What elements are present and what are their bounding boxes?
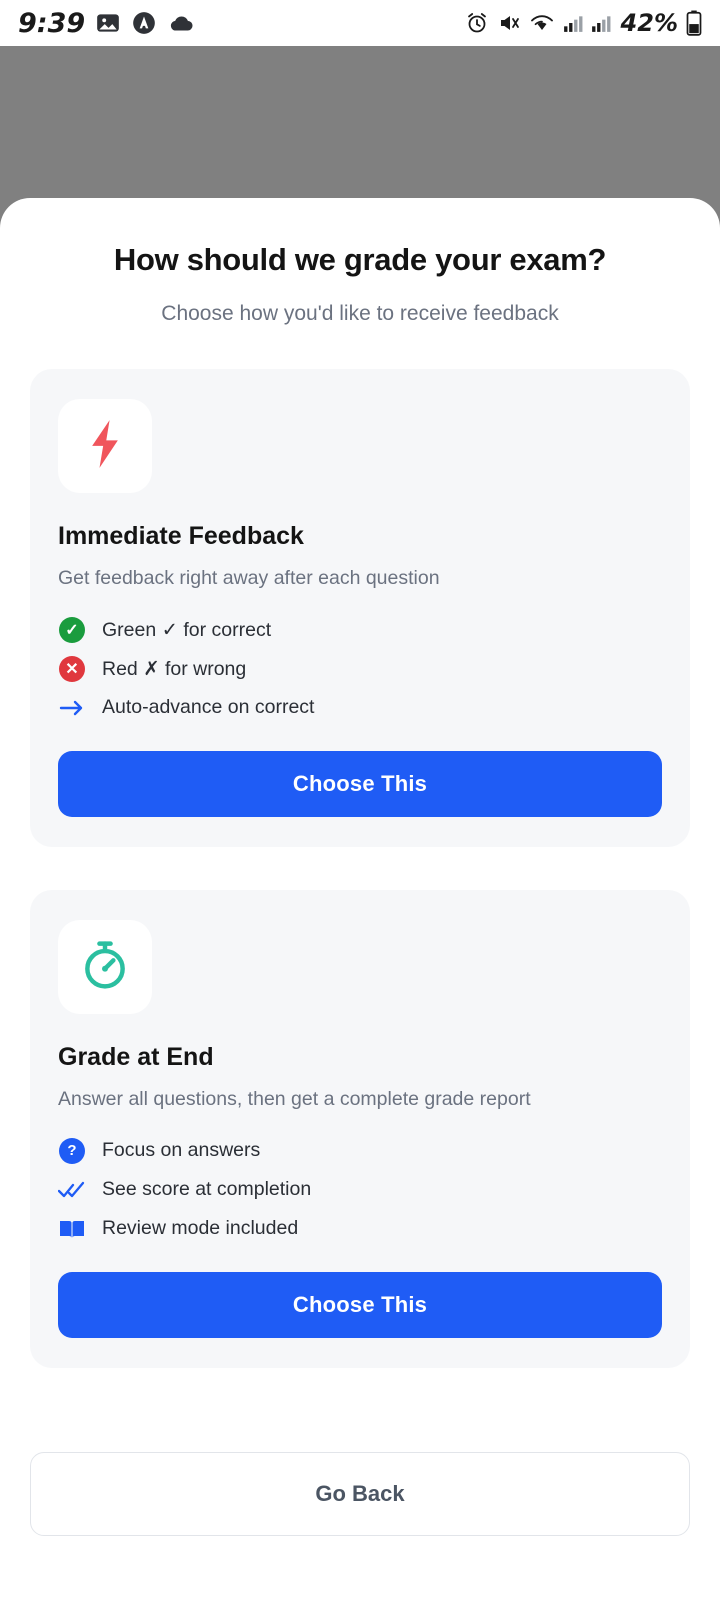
option-card-immediate-feedback[interactable] xyxy=(30,369,690,847)
feature-row xyxy=(58,1131,662,1170)
feature-label: Auto-advance on correct xyxy=(102,696,315,718)
status-bar-right xyxy=(465,9,702,37)
option-feature-list xyxy=(58,1131,662,1248)
feature-row xyxy=(58,1170,662,1209)
lightning-bolt-icon xyxy=(83,418,127,475)
feature-row xyxy=(58,1209,662,1248)
photos-icon xyxy=(95,10,121,36)
option-icon-wrapper xyxy=(58,920,152,1014)
option-icon-wrapper xyxy=(58,399,152,493)
x-circle-icon: ✕ xyxy=(58,655,86,683)
a-circle-icon xyxy=(131,10,157,36)
option-feature-list xyxy=(58,610,662,727)
feature-row xyxy=(58,610,662,649)
check-circle-icon: ✓ xyxy=(58,616,86,644)
choose-grade-at-end-button[interactable]: Choose This xyxy=(58,1272,662,1338)
feature-label: See score at completion xyxy=(102,1178,312,1200)
go-back-button[interactable]: Go Back xyxy=(30,1452,690,1536)
page-title: How should we grade your exam? xyxy=(113,242,607,277)
feature-row xyxy=(58,688,662,727)
mute-icon xyxy=(497,11,521,35)
battery-icon xyxy=(686,10,702,36)
grading-mode-sheet xyxy=(0,198,720,1600)
page-subtitle: Choose how you'd like to receive feedback xyxy=(161,302,559,325)
cloud-icon xyxy=(167,10,195,36)
choose-immediate-feedback-button[interactable]: Choose This xyxy=(58,751,662,817)
open-book-icon xyxy=(58,1215,86,1243)
status-bar-clock: 9:39 xyxy=(18,7,86,39)
option-description: Answer all questions, then get a complete grade report xyxy=(58,1088,531,1110)
signal-two-icon xyxy=(591,13,611,33)
arrow-right-icon xyxy=(58,694,86,722)
stopwatch-icon xyxy=(80,939,130,996)
feature-label: Red ✗ for wrong xyxy=(102,657,247,680)
option-card-grade-at-end[interactable] xyxy=(30,890,690,1368)
feature-row xyxy=(58,649,662,688)
option-description: Get feedback right away after each question xyxy=(58,567,440,589)
feature-label: Focus on answers xyxy=(102,1139,261,1161)
double-check-icon xyxy=(58,1176,86,1204)
question-circle-icon: ? xyxy=(58,1137,86,1165)
status-bar-left xyxy=(18,8,195,39)
feature-label: Review mode included xyxy=(102,1217,299,1239)
status-bar xyxy=(0,0,720,46)
option-title: Grade at End xyxy=(58,1043,214,1071)
feature-label: Green ✓ for correct xyxy=(102,618,272,641)
wifi-icon xyxy=(529,12,555,34)
battery-percent-label: 42% xyxy=(620,9,678,37)
option-title: Immediate Feedback xyxy=(58,522,304,550)
signal-one-icon xyxy=(563,13,583,33)
alarm-icon xyxy=(465,11,489,35)
